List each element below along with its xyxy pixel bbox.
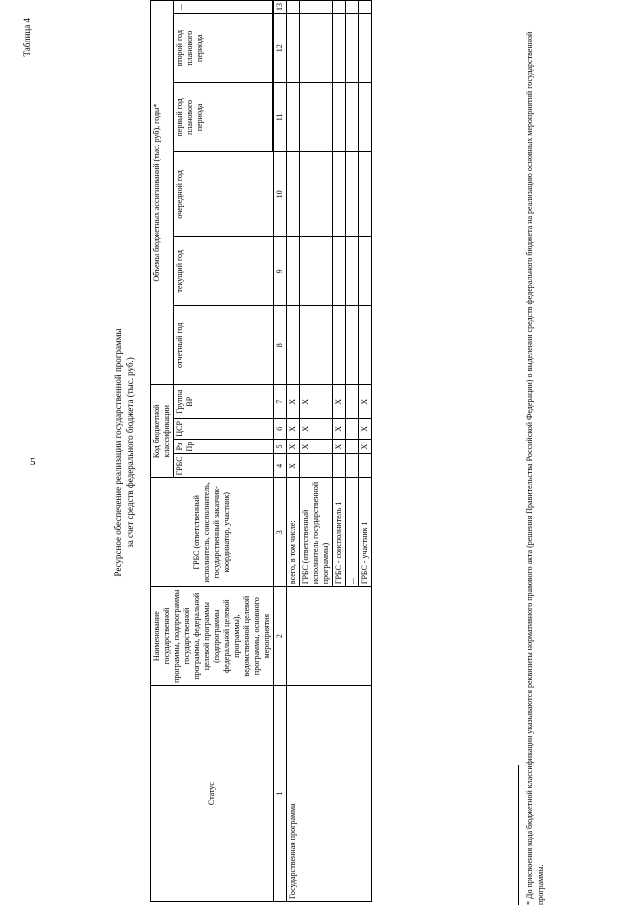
column-number-row xyxy=(274,1,287,902)
x-mark: Х xyxy=(287,454,300,478)
x-mark: Х xyxy=(333,385,346,419)
x-mark: Х xyxy=(333,419,346,440)
row-label: ГРБС - участник 1 xyxy=(359,478,372,587)
title-line-2: за счет средств федерального бюджета (тыс. руб.) xyxy=(125,357,135,548)
row-label: ГРБС (ответственный исполнитель государственной программы) xyxy=(300,478,333,587)
footnote-divider xyxy=(518,765,519,905)
x-mark: Х xyxy=(287,419,300,440)
footnote: * До присвоения кода бюджетной классификации указываются реквизиты нормативного правового акта (решения Правительства Российской Федерации) о выделении средств федерального бюджета на реализацию основных мероприятий государственной программы. xyxy=(525,31,545,905)
x-mark: Х xyxy=(300,385,333,419)
header-grbs: ГРБС xyxy=(174,454,274,478)
col-number: 9 xyxy=(274,237,287,306)
col-number: 3 xyxy=(274,478,287,587)
x-mark: Х xyxy=(359,439,372,454)
x-mark: Х xyxy=(333,439,346,454)
header-more: ... xyxy=(174,1,273,14)
x-mark: Х xyxy=(300,439,333,454)
header-plan1: первый год планового периода xyxy=(174,83,273,152)
x-mark: Х xyxy=(287,385,300,419)
header-plan2: второй год планового периода xyxy=(174,14,273,83)
row-label: ГРБС - соисполнитель 1 xyxy=(333,478,346,587)
document-title xyxy=(112,0,136,905)
row-label: ... xyxy=(346,478,359,587)
header-vr: Группа ВР xyxy=(174,385,274,419)
table-label: Таблица 4 xyxy=(22,18,32,57)
col-number: 8 xyxy=(274,306,287,385)
header-csr: ЦСР xyxy=(174,419,274,440)
page-number: 5 xyxy=(30,456,36,468)
col-number: 1 xyxy=(274,686,287,902)
header-report-year: отчетный год xyxy=(174,306,274,385)
header-name: Наименование государственной программы, подпрограммы государственной программы, федеральной целевой программы (подпрограммы федеральной целевой программы), ведомственной целевой программы, основного мероприятия xyxy=(151,587,274,686)
status-cell: Государственная программа xyxy=(287,686,372,902)
x-mark: Х xyxy=(359,385,372,419)
col-number: 5 xyxy=(274,439,287,454)
col-number: 2 xyxy=(274,587,287,686)
row-label: всего, в том числе: xyxy=(287,478,300,587)
x-mark: Х xyxy=(300,419,333,440)
header-budget-code: Код бюджетной классификации xyxy=(151,385,174,478)
table-row xyxy=(287,1,300,902)
header-next-year: очередной год xyxy=(174,152,274,237)
title-line-1: Ресурсное обеспечение реализации государственной программы xyxy=(113,328,123,577)
x-mark: Х xyxy=(359,419,372,440)
resource-table xyxy=(150,0,372,902)
header-volumes: Объемы бюджетных ассигнований (тыс. руб), годы* xyxy=(151,1,174,385)
col-number: 6 xyxy=(274,419,287,440)
header-status: Статус xyxy=(151,686,274,902)
col-number: 11 xyxy=(274,83,287,152)
col-number: 13 xyxy=(274,1,287,14)
x-mark: Х xyxy=(287,439,300,454)
col-number: 4 xyxy=(274,454,287,478)
header-current-year: текущий год xyxy=(174,237,274,306)
col-number: 12 xyxy=(274,14,287,83)
col-number: 7 xyxy=(274,385,287,419)
col-number: 10 xyxy=(274,152,287,237)
header-rz-pr: Рз Пр xyxy=(174,439,274,454)
header-grbs-role: ГРБС (ответственный исполнитель, соисполнитель, государственный заказчик-координатор, участник) xyxy=(151,478,274,587)
